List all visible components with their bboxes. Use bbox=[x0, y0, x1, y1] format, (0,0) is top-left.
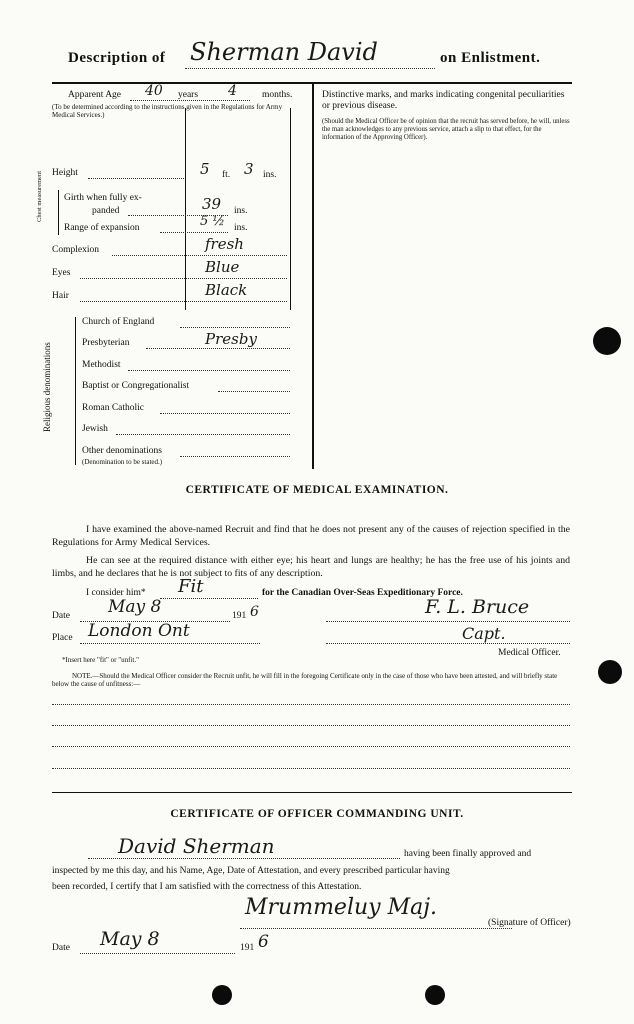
medical-para-2: He can see at the required distance with either eye; his heart and lungs are healthy; he has the free use of his joints and limbs, and he declares that he is not subject to fits of any description. bbox=[52, 555, 570, 579]
religion-line-0 bbox=[180, 327, 290, 328]
med-date-value: May 8 bbox=[108, 597, 162, 617]
height-in-value: 3 bbox=[244, 160, 254, 178]
religion-0: Church of England bbox=[82, 317, 155, 327]
oc-line2: inspected by me this day, and his Name, Age, Date of Attestation, and every prescribed particular having bbox=[52, 866, 450, 876]
expansion-label: Range of expansion bbox=[64, 223, 140, 233]
oc-date-line bbox=[80, 953, 235, 954]
religion-1: Presbyterian bbox=[82, 338, 130, 348]
religion-line-5 bbox=[116, 434, 290, 435]
chest-bracket bbox=[58, 190, 59, 235]
height-label: Height bbox=[52, 168, 78, 178]
med-sig-line bbox=[326, 621, 570, 622]
complexion-value: fresh bbox=[205, 235, 244, 253]
unfit-line-3 bbox=[52, 746, 570, 747]
oc-signature: Mrummeluy Maj. bbox=[245, 895, 438, 920]
religion-6: Other denominations bbox=[82, 446, 162, 456]
marks-heading: Distinctive marks, and marks indicating congenital peculiarities or previous disease. bbox=[322, 90, 565, 111]
religion-line-6 bbox=[180, 456, 290, 457]
medical-officer-label: Medical Officer. bbox=[498, 648, 561, 658]
religion-note: (Denomination to be stated.) bbox=[82, 458, 163, 466]
center-divider bbox=[312, 84, 314, 469]
med-signature: F. L. Bruce bbox=[425, 596, 530, 618]
med-rank-line bbox=[326, 643, 570, 644]
eyes-value: Blue bbox=[205, 258, 240, 276]
religion-line-1 bbox=[146, 348, 290, 349]
girth-label-1: Girth when fully ex- bbox=[64, 193, 142, 203]
consider-prefix: I consider him* bbox=[86, 588, 146, 598]
medical-para-1: I have examined the above-named Recruit and find that he does not present any of the causes of rejection specified in the Regulations for Army Medical Services. bbox=[52, 524, 570, 548]
religion-value: Presby bbox=[205, 330, 257, 348]
consider-suffix: for the Canadian Over-Seas Expeditionary Force. bbox=[262, 588, 463, 598]
insert-note: *Insert here "fit" or "unfit." bbox=[62, 656, 139, 664]
value-column-rule bbox=[185, 108, 186, 310]
oc-signature-label: (Signature of Officer) bbox=[488, 918, 571, 928]
header-name: Sherman David bbox=[190, 38, 378, 66]
unfit-line-2 bbox=[52, 725, 570, 726]
oc-name-value: David Sherman bbox=[118, 834, 275, 858]
religion-bracket bbox=[75, 317, 76, 465]
complexion-label: Complexion bbox=[52, 245, 99, 255]
consider-value: Fit bbox=[178, 576, 204, 597]
religion-3: Baptist or Congregationalist bbox=[82, 381, 190, 391]
unfit-line-4 bbox=[52, 768, 570, 769]
religion-line-2 bbox=[128, 370, 290, 371]
unfit-line-1 bbox=[52, 704, 570, 705]
expansion-unit: ins. bbox=[234, 223, 248, 233]
age-line bbox=[130, 100, 250, 101]
age-months-value: 4 bbox=[228, 83, 237, 99]
height-ft-unit: ft. bbox=[222, 170, 231, 180]
header-title-prefix: Description of bbox=[68, 50, 166, 66]
section-rule bbox=[52, 792, 572, 793]
commanding-title: CERTIFICATE OF OFFICER COMMANDING UNIT. bbox=[170, 808, 464, 820]
height-line bbox=[88, 178, 184, 179]
punch-hole-bottom-right bbox=[425, 985, 445, 1005]
oc-line3: been recorded, I certify that I am satisfied with the correctness of this Attestation. bbox=[52, 882, 362, 892]
oc-line1-suffix: having been finally approved and bbox=[404, 849, 532, 859]
age-years-unit: years bbox=[178, 90, 199, 100]
med-signature-rank: Capt. bbox=[462, 624, 506, 643]
age-note: (To be determined according to the instructions given in the Regulations for Army Medical Services.) bbox=[52, 103, 283, 119]
punch-hole-right-lower bbox=[598, 660, 622, 684]
oc-date-year-value: 6 bbox=[258, 932, 269, 952]
religion-4: Roman Catholic bbox=[82, 403, 145, 413]
eyes-label: Eyes bbox=[52, 268, 71, 278]
age-years-value: 40 bbox=[145, 83, 163, 99]
religion-side-label: Religious denominations bbox=[42, 342, 52, 432]
oc-date-year-prefix: 191 bbox=[240, 943, 255, 953]
med-date-label: Date bbox=[52, 611, 70, 621]
expansion-value: 5 ½ bbox=[200, 214, 226, 229]
religion-5: Jewish bbox=[82, 424, 108, 434]
girth-value: 39 bbox=[202, 195, 222, 213]
eyes-line bbox=[80, 278, 287, 279]
punch-hole-bottom-left bbox=[212, 985, 232, 1005]
med-date-year-prefix: 191 bbox=[232, 611, 247, 621]
medical-note: NOTE.—Should the Medical Officer consider the Recruit unfit, he will fill in the foregoing Certificate only in the case of those who have been attested, and will briefly state below the cause of unfitness:— bbox=[52, 672, 558, 688]
consider-line bbox=[160, 598, 258, 599]
chest-side-label: Chest measurement bbox=[36, 170, 43, 222]
religion-line-4 bbox=[160, 413, 290, 414]
value-column-rule-right bbox=[290, 108, 291, 310]
height-ft-value: 5 bbox=[200, 160, 210, 178]
header-name-line bbox=[185, 68, 435, 69]
hair-label: Hair bbox=[52, 291, 69, 301]
expansion-line bbox=[160, 232, 228, 233]
header-title-suffix: on Enlistment. bbox=[440, 50, 541, 66]
age-months-unit: months. bbox=[262, 90, 293, 100]
punch-hole-right-upper bbox=[593, 327, 621, 355]
marks-note: (Should the Medical Officer be of opinion that the recruit has served before, he will, unless the man acknowledges to any previous service, attach a slip to that effect, for the information of the Approving Officer). bbox=[322, 118, 570, 141]
hair-value: Black bbox=[205, 281, 248, 299]
girth-unit: ins. bbox=[234, 206, 248, 216]
hair-line bbox=[80, 301, 287, 302]
girth-label-2: panded bbox=[92, 206, 120, 216]
med-date-year-value: 6 bbox=[250, 604, 259, 620]
age-label: Apparent Age bbox=[68, 90, 122, 100]
oc-date-value: May 8 bbox=[100, 928, 160, 950]
med-place-value: London Ont bbox=[88, 621, 190, 641]
med-place-label: Place bbox=[52, 633, 73, 643]
religion-line-3 bbox=[218, 391, 290, 392]
oc-name-line bbox=[88, 858, 400, 859]
oc-date-label: Date bbox=[52, 943, 70, 953]
med-place-line bbox=[80, 643, 260, 644]
height-in-unit: ins. bbox=[263, 170, 277, 180]
complexion-line bbox=[112, 255, 287, 256]
oc-signature-line bbox=[240, 928, 512, 929]
religion-2: Methodist bbox=[82, 360, 121, 370]
medical-title: CERTIFICATE OF MEDICAL EXAMINATION. bbox=[185, 484, 449, 496]
